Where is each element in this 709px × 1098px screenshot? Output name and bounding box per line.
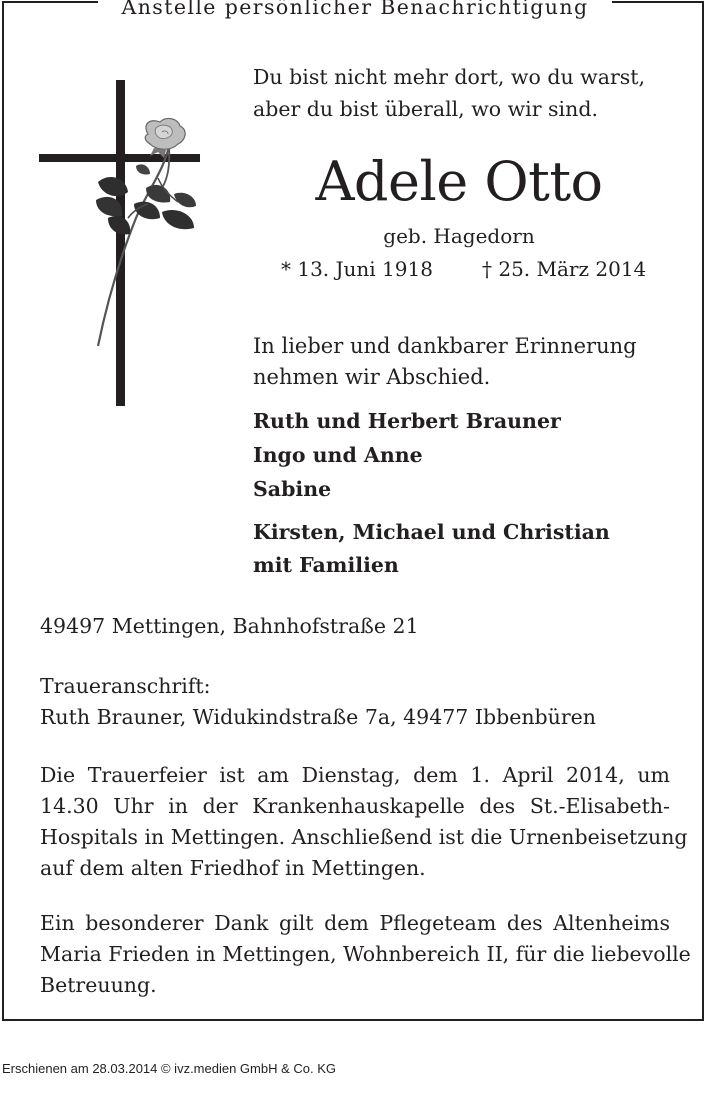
rose-icon bbox=[96, 119, 196, 346]
deceased-name: Adele Otto bbox=[315, 150, 603, 213]
funeral-line: Hospitals in Mettingen. Anschließend ist die Urnenbeisetzung bbox=[40, 825, 688, 849]
funeral-line: auf dem alten Friedhof in Mettingen. bbox=[40, 856, 426, 880]
mourner-name: Sabine bbox=[253, 477, 332, 501]
cross-with-rose-image bbox=[38, 78, 203, 408]
mourning-address-label: Traueranschrift: bbox=[40, 674, 211, 698]
frame-top-right-line bbox=[612, 1, 704, 3]
memorial-text-line-2: nehmen wir Abschied. bbox=[253, 365, 491, 389]
notice-header: Anstelle persönlicher Benachrichtigung bbox=[121, 0, 589, 19]
mourner-name: Ingo und Anne bbox=[253, 443, 423, 467]
mourner-name: Ruth und Herbert Brauner bbox=[253, 409, 561, 433]
thanks-paragraph bbox=[40, 908, 691, 1001]
birth-name: geb. Hagedorn bbox=[383, 224, 535, 248]
mourner-name: mit Familien bbox=[253, 553, 399, 577]
memorial-text-line-1: In lieber und dankbarer Erinnerung bbox=[253, 334, 637, 358]
mourner-name: Kirsten, Michael und Christian bbox=[253, 520, 610, 544]
motto-line-1: Du bist nicht mehr dort, wo du warst, bbox=[253, 65, 646, 89]
motto-line-2: aber du bist überall, wo wir sind. bbox=[253, 97, 598, 121]
mourning-address-value: Ruth Brauner, Widukindstraße 7a, 49477 Ibbenbüren bbox=[40, 705, 596, 729]
funeral-line: 14.30 Uhr in der Krankenhauskapelle des St.-Elisabeth- bbox=[40, 794, 670, 818]
thanks-line: Ein besonderer Dank gilt dem Pflegeteam des Altenheims bbox=[40, 911, 670, 935]
death-date: † 25. März 2014 bbox=[482, 257, 647, 281]
funeral-paragraph bbox=[40, 760, 688, 884]
thanks-line: Betreuung. bbox=[40, 973, 157, 997]
thanks-line: Maria Frieden in Mettingen, Wohnbereich II, für die liebevolle bbox=[40, 942, 691, 966]
publication-footer: Erschienen am 28.03.2014 © ivz.medien GmbH & Co. KG bbox=[2, 1061, 337, 1076]
family-address: 49497 Mettingen, Bahnhofstraße 21 bbox=[40, 614, 419, 638]
birth-date: * 13. Juni 1918 bbox=[281, 257, 433, 281]
frame-top-left-line bbox=[2, 1, 98, 3]
funeral-line: Die Trauerfeier ist am Dienstag, dem 1. April 2014, um bbox=[40, 763, 670, 787]
